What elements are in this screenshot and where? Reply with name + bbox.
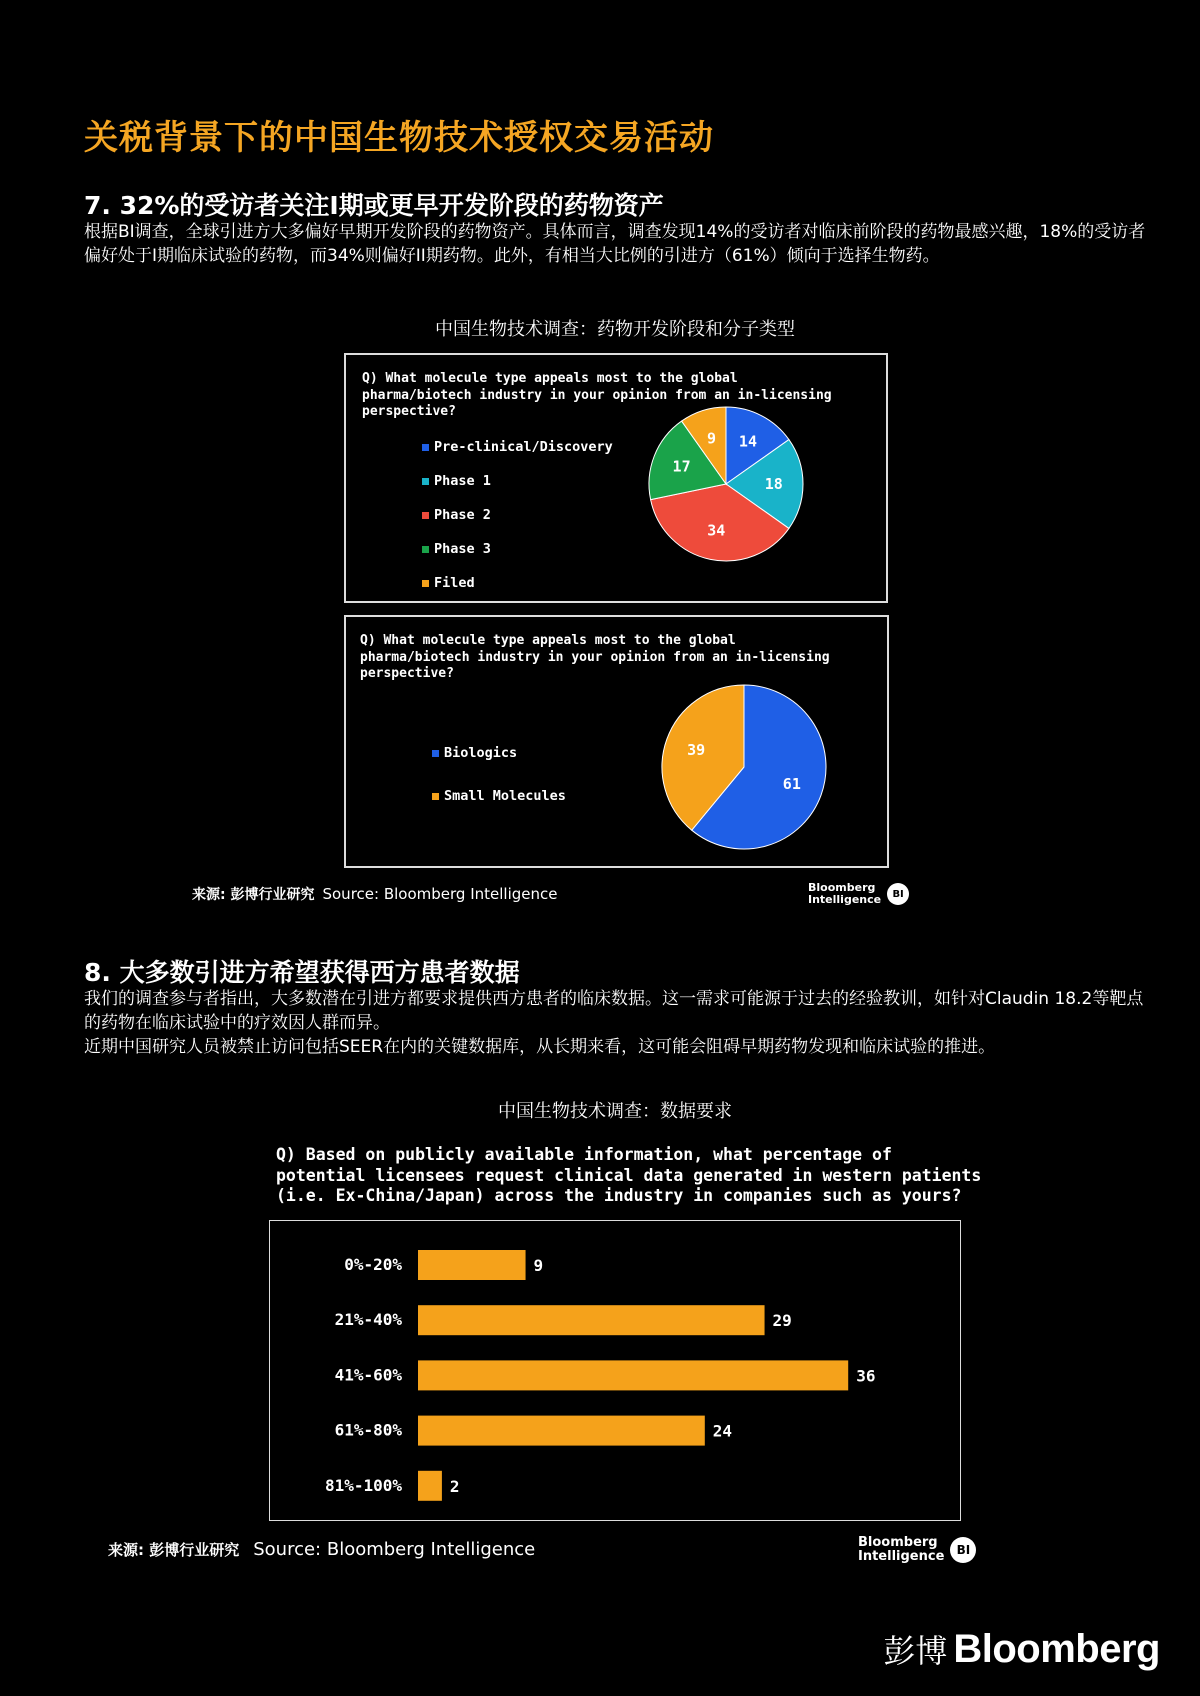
figure-2-source	[108, 1539, 535, 1560]
source-cn: 来源: 彭博行业研究	[192, 887, 315, 903]
pie-chart-2-legend-label: Biologics	[444, 745, 518, 761]
bar	[418, 1305, 765, 1335]
bar-value-label: 36	[856, 1366, 876, 1386]
brand-cn: 彭博	[883, 1632, 948, 1670]
pie-chart-1-slice-label: 18	[764, 475, 783, 493]
bar	[418, 1250, 526, 1280]
pie-chart-1-panel	[344, 353, 888, 603]
bar-value-label: 24	[712, 1421, 733, 1441]
source-cn-2: 来源: 彭博行业研究	[108, 1541, 240, 1559]
pie-chart-1-slice-label: 34	[707, 521, 726, 540]
pie-chart-2-question: Q) What molecule type appeals most to the global pharma/biotech industry in your opinion from an in-licensing perspective?	[360, 633, 830, 681]
pie-chart-2-panel	[344, 615, 889, 868]
bar-category-label: 61%-80%	[334, 1420, 402, 1440]
section-8-paragraph-1: 我们的调查参与者指出，大多数潜在引进方都要求提供西方患者的临床数据。这一需求可能源于过去的经验教训，如针对Claudin 18.2等靶点的药物在临床试验中的疗效因人群而异。	[84, 989, 1144, 1033]
bi-logo	[808, 882, 909, 906]
bar-category-label: 21%-40%	[334, 1310, 402, 1330]
pie-chart-2-slice-label: 39	[687, 740, 706, 759]
bar-chart-question: Q) Based on publicly available information, what percentage of potential licensees request clinical data generated in western patients (i.e. Ex-China/Japan) across the industry in companies such as yours?	[276, 1145, 982, 1205]
pie-chart-1-slice-label: 9	[707, 429, 717, 448]
bar-value-label: 2	[449, 1476, 460, 1496]
pie-chart-1-legend-label: Phase 3	[434, 541, 491, 557]
bar	[418, 1471, 442, 1501]
brand-en: Bloomberg	[953, 1627, 1160, 1671]
pie-chart-2	[346, 617, 887, 866]
page-title: 关税背景下的中国生物技术授权交易活动	[84, 118, 714, 158]
section-7-paragraph: 根据BI调查，全球引进方大多偏好早期开发阶段的药物资产。具体而言，调查发现14%的受访者对临床前阶段的药物最感兴趣，18%的受访者偏好处于I期临床试验的药物，而34%则偏好II期药物。此外，有相当大比例的引进方（61%）倾向于选择生物药。	[84, 222, 1146, 266]
figure-1-title: 中国生物技术调查：药物开发阶段和分子类型	[435, 319, 795, 340]
bi-badge-icon: BI	[887, 883, 909, 905]
pie-chart-2-slice-label: 61	[782, 775, 801, 794]
bar-value-label: 9	[533, 1256, 544, 1275]
pie-chart-1-slice-label: 17	[672, 457, 691, 476]
bi-logo-2	[858, 1536, 976, 1564]
pie-chart-1-question: Q) What molecule type appeals most to the global pharma/biotech industry in your opinion from an in-licensing perspective?	[362, 371, 832, 419]
source-en: Source: Bloomberg Intelligence	[322, 885, 558, 903]
bi-logo-line2: Intelligence	[808, 893, 882, 906]
bi-badge-icon: BI	[950, 1537, 976, 1563]
bar-category-label: 81%-100%	[324, 1475, 402, 1495]
bar	[418, 1416, 705, 1446]
pie-chart-1-slice-label: 14	[738, 432, 757, 451]
section-7-heading: 7. 32%的受访者关注I期或更早开发阶段的药物资产	[84, 191, 664, 220]
pie-chart-2-legend-label: Small Molecules	[444, 788, 566, 804]
figure-2-title: 中国生物技术调查：数据要求	[498, 1101, 732, 1122]
pie-chart-1	[346, 355, 886, 601]
bar-chart-panel	[269, 1220, 961, 1521]
bi-logo-line1: Bloomberg	[808, 881, 876, 894]
section-8-paragraph-2: 近期中国研究人员被禁止访问包括SEER在内的关键数据库，从长期来看，这可能会阻碍早期药物发现和临床试验的推进。	[84, 1037, 996, 1057]
bar-category-label: 0%-20%	[344, 1255, 402, 1274]
bloomberg-brand-logo	[883, 1626, 1160, 1672]
bi-logo-2-line1: Bloomberg	[858, 1535, 938, 1550]
bar-value-label: 29	[772, 1311, 792, 1331]
section-8-heading: 8. 大多数引进方希望获得西方患者数据	[84, 958, 520, 987]
pie-chart-1-legend-label: Phase 1	[434, 473, 491, 489]
figure-1-source	[192, 884, 557, 904]
pie-chart-1-legend-label: Phase 2	[434, 507, 491, 523]
bar-chart	[270, 1221, 959, 1519]
bar	[418, 1360, 848, 1390]
pie-chart-1-legend-label: Filed	[434, 575, 475, 591]
bar-category-label: 41%-60%	[334, 1365, 402, 1385]
source-en-2: Source: Bloomberg Intelligence	[253, 1539, 536, 1560]
pie-chart-1-legend-label: Pre-clinical/Discovery	[434, 439, 613, 455]
bi-logo-2-line2: Intelligence	[858, 1549, 945, 1564]
